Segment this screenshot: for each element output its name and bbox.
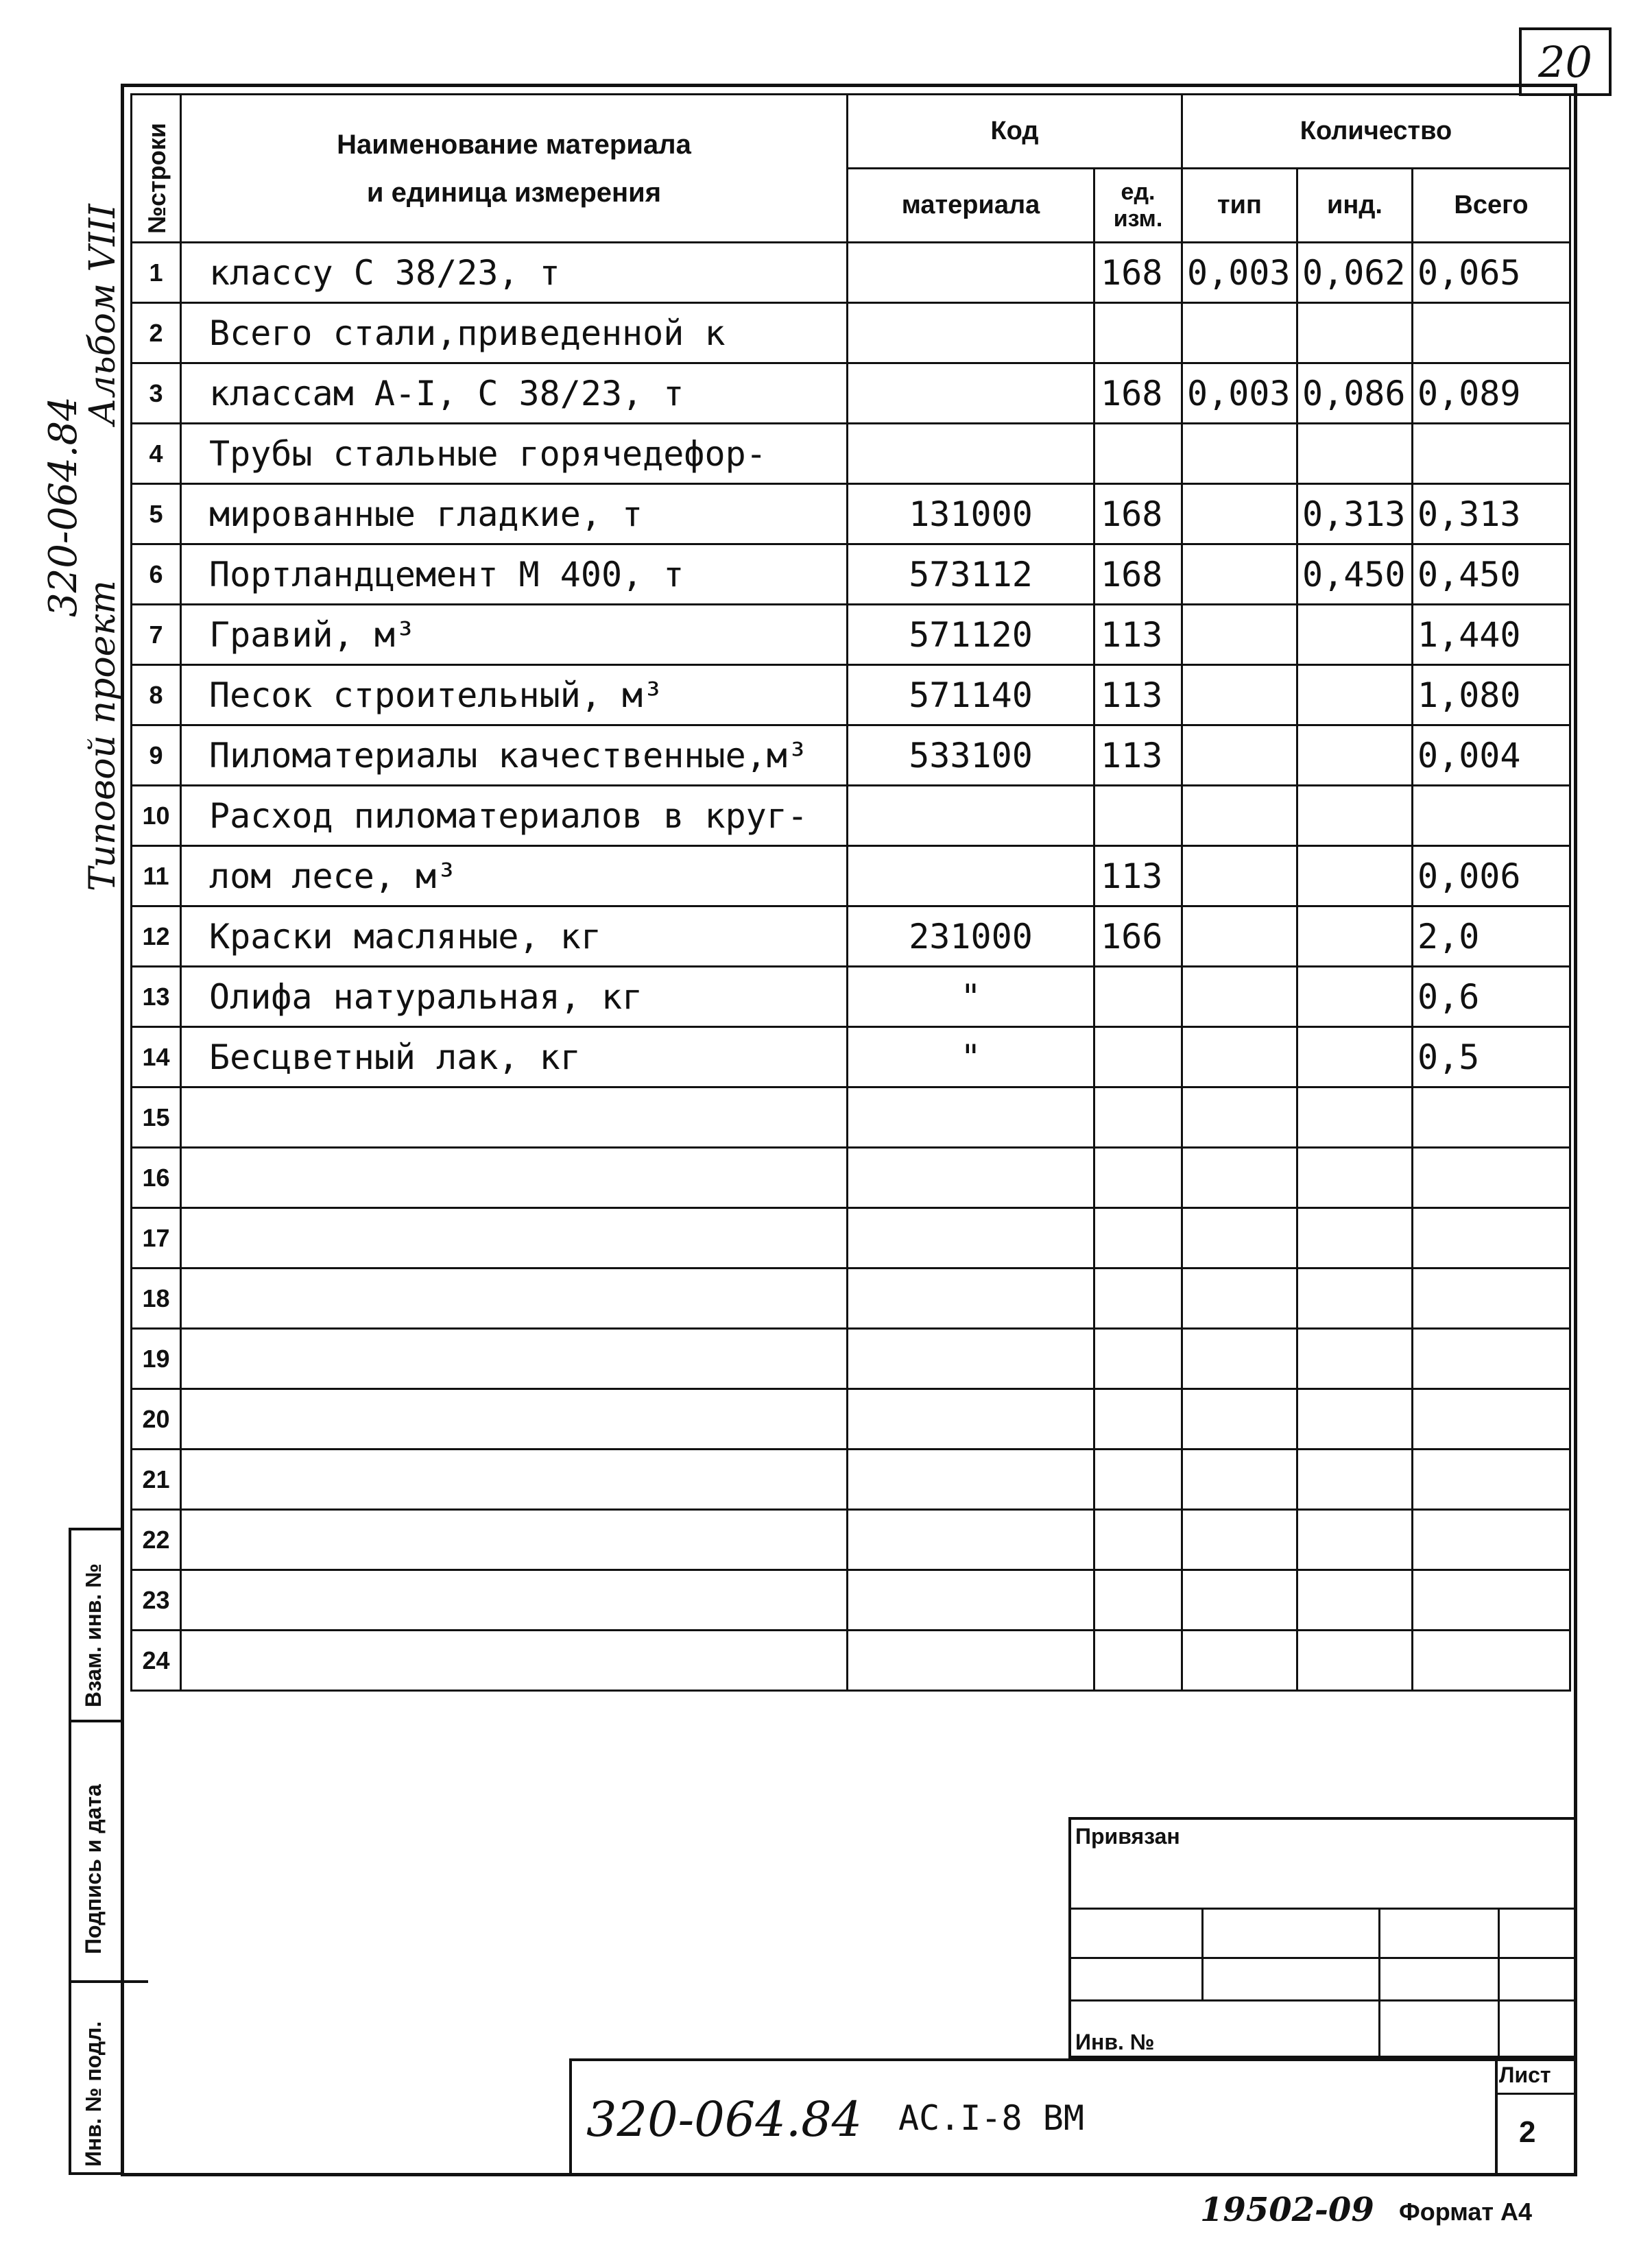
unit-code	[1094, 1510, 1182, 1570]
table-row	[132, 243, 1570, 303]
table-row	[132, 605, 1570, 665]
table-row	[132, 665, 1570, 725]
margin-divider-2	[69, 1980, 123, 1983]
inv-no-label: Инв. №	[1075, 2030, 1155, 2054]
quantity-type-header: тип	[1182, 169, 1297, 243]
qty-type	[1182, 1631, 1297, 1691]
qty-total	[1413, 1269, 1570, 1329]
quantity-ind-header: инд.	[1297, 169, 1413, 243]
table-row	[132, 1570, 1570, 1631]
table-row	[132, 786, 1570, 846]
qty-total: 1,440	[1413, 605, 1570, 665]
material-code	[848, 1148, 1094, 1208]
unit-code: 168	[1094, 243, 1182, 303]
qty-type	[1182, 484, 1297, 544]
unit-code	[1094, 1450, 1182, 1510]
qty-total: 0,6	[1413, 967, 1570, 1027]
row-number: 13	[132, 967, 181, 1027]
name-header-line1: Наименование материала	[337, 129, 691, 160]
row-number: 21	[132, 1450, 181, 1510]
qty-type	[1182, 1148, 1297, 1208]
material-code	[848, 846, 1094, 906]
row-number: 22	[132, 1510, 181, 1570]
table-row	[132, 1027, 1570, 1087]
unit-code	[1094, 1570, 1182, 1631]
material-name: Пиломатериалы качественные,м³	[181, 725, 848, 786]
qty-total: 0,313	[1413, 484, 1570, 544]
qty-ind	[1297, 906, 1413, 967]
row-number: 10	[132, 786, 181, 846]
unit-code	[1094, 1027, 1182, 1087]
unit-code	[1094, 786, 1182, 846]
row-number: 8	[132, 665, 181, 725]
qty-type: 0,003	[1182, 243, 1297, 303]
table-row	[132, 1631, 1570, 1691]
qty-ind	[1297, 1450, 1413, 1510]
material-code: "	[848, 967, 1094, 1027]
qty-ind: 0,450	[1297, 544, 1413, 605]
sheet-value: 2	[1519, 2115, 1536, 2149]
row-number: 2	[132, 303, 181, 363]
qty-total	[1413, 1087, 1570, 1148]
qty-total: 1,080	[1413, 665, 1570, 725]
qty-type	[1182, 1570, 1297, 1631]
material-code	[848, 1631, 1094, 1691]
qty-type	[1182, 1208, 1297, 1269]
unit-code: 113	[1094, 725, 1182, 786]
qty-ind	[1297, 303, 1413, 363]
material-name	[181, 1510, 848, 1570]
unit-code: 168	[1094, 363, 1182, 424]
project-code-label: 320-064.84	[41, 396, 86, 617]
qty-total	[1413, 1148, 1570, 1208]
material-code: 533100	[848, 725, 1094, 786]
qty-ind	[1297, 424, 1413, 484]
unit-code: 113	[1094, 846, 1182, 906]
row-number: 12	[132, 906, 181, 967]
qty-type	[1182, 1450, 1297, 1510]
margin-divider-1	[69, 1720, 123, 1722]
material-code	[848, 424, 1094, 484]
unit-code	[1094, 1148, 1182, 1208]
qty-ind	[1297, 1087, 1413, 1148]
material-name	[181, 1087, 848, 1148]
margin-tick	[121, 1980, 148, 1983]
qty-type	[1182, 1329, 1297, 1389]
table-row	[132, 303, 1570, 363]
qty-type	[1182, 665, 1297, 725]
qty-total: 0,065	[1413, 243, 1570, 303]
qty-total	[1413, 1208, 1570, 1269]
material-name: Всего стали,приведенной к	[181, 303, 848, 363]
qty-total	[1413, 1389, 1570, 1450]
project-type-label: Типовой проект	[82, 580, 123, 891]
row-number-header: №строки	[132, 95, 181, 243]
unit-code: 166	[1094, 906, 1182, 967]
unit-code	[1094, 1269, 1182, 1329]
original-inv-label: Инв. № подл.	[81, 2021, 106, 2167]
material-code: 231000	[848, 906, 1094, 967]
table-row	[132, 967, 1570, 1027]
material-code	[848, 1269, 1094, 1329]
stamp-line-1	[1068, 1908, 1577, 1910]
stamp-line-2	[1068, 1957, 1577, 1959]
stamp-vline-3	[1498, 1908, 1500, 2058]
table-row	[132, 725, 1570, 786]
qty-ind: 0,062	[1297, 243, 1413, 303]
format-label: Формат А4	[1399, 2198, 1533, 2226]
qty-type	[1182, 303, 1297, 363]
table-row	[132, 1510, 1570, 1570]
bound-label: Привязан	[1075, 1824, 1180, 1849]
unit-code: 168	[1094, 484, 1182, 544]
material-name: Портландцемент М 400, т	[181, 544, 848, 605]
material-name: Олифа натуральная, кг	[181, 967, 848, 1027]
qty-type	[1182, 1389, 1297, 1450]
stamp-vline-1	[1201, 1908, 1204, 1999]
table-row	[132, 1329, 1570, 1389]
table-row	[132, 1208, 1570, 1269]
code-unit-header: ед. изм.	[1094, 169, 1182, 243]
material-name: классу С 38/23, т	[181, 243, 848, 303]
table-row	[132, 906, 1570, 967]
stamp-line-3	[1068, 1999, 1577, 2001]
qty-total	[1413, 424, 1570, 484]
page-number: 20	[1538, 36, 1592, 87]
qty-ind	[1297, 605, 1413, 665]
sheet-cell-divider	[1495, 2093, 1577, 2095]
unit-code	[1094, 1631, 1182, 1691]
row-number: 24	[132, 1631, 181, 1691]
qty-total	[1413, 1631, 1570, 1691]
qty-type	[1182, 786, 1297, 846]
qty-type	[1182, 725, 1297, 786]
qty-total: 0,450	[1413, 544, 1570, 605]
doc-hand-code: 320-064.84	[586, 2091, 863, 2148]
material-code	[848, 1510, 1094, 1570]
qty-type	[1182, 1027, 1297, 1087]
row-number: 18	[132, 1269, 181, 1329]
qty-ind	[1297, 786, 1413, 846]
materials-table	[130, 93, 1571, 1692]
qty-ind	[1297, 1027, 1413, 1087]
table-row	[132, 1087, 1570, 1148]
table-row	[132, 1389, 1570, 1450]
qty-ind	[1297, 1269, 1413, 1329]
row-number: 14	[132, 1027, 181, 1087]
qty-total	[1413, 1450, 1570, 1510]
table-row	[132, 424, 1570, 484]
row-number: 1	[132, 243, 181, 303]
row-number: 3	[132, 363, 181, 424]
material-code	[848, 243, 1094, 303]
unit-code	[1094, 1329, 1182, 1389]
stamp-vline-2	[1378, 1908, 1380, 2058]
material-name: Песок строительный, м³	[181, 665, 848, 725]
material-code: 573112	[848, 544, 1094, 605]
qty-type	[1182, 1087, 1297, 1148]
qty-total: 2,0	[1413, 906, 1570, 967]
code-group-header: Код	[848, 95, 1182, 169]
material-code	[848, 1450, 1094, 1510]
unit-code	[1094, 967, 1182, 1027]
qty-type: 0,003	[1182, 363, 1297, 424]
unit-code	[1094, 1389, 1182, 1450]
material-code	[848, 786, 1094, 846]
table-row	[132, 846, 1570, 906]
unit-code	[1094, 424, 1182, 484]
qty-ind	[1297, 725, 1413, 786]
unit-code	[1094, 303, 1182, 363]
material-name	[181, 1269, 848, 1329]
row-number: 15	[132, 1087, 181, 1148]
qty-type	[1182, 424, 1297, 484]
material-code	[848, 303, 1094, 363]
row-number: 9	[132, 725, 181, 786]
row-number: 4	[132, 424, 181, 484]
row-number: 20	[132, 1389, 181, 1450]
row-number: 5	[132, 484, 181, 544]
unit-code	[1094, 1208, 1182, 1269]
material-name	[181, 1450, 848, 1510]
album-label: Альбом VIII	[82, 204, 123, 425]
material-name: лом лесе, м³	[181, 846, 848, 906]
order-number: 19502-09	[1200, 2191, 1374, 2229]
material-code: 131000	[848, 484, 1094, 544]
material-name	[181, 1208, 848, 1269]
title-stamp-divider	[1495, 2058, 1498, 2176]
material-name: Трубы стальные горячедефор-	[181, 424, 848, 484]
material-name: Гравий, м³	[181, 605, 848, 665]
material-name	[181, 1570, 848, 1631]
qty-type	[1182, 544, 1297, 605]
material-code	[848, 1087, 1094, 1148]
table-row	[132, 544, 1570, 605]
row-number: 19	[132, 1329, 181, 1389]
qty-total: 0,5	[1413, 1027, 1570, 1087]
material-name: классам А-I, С 38/23, т	[181, 363, 848, 424]
row-number: 7	[132, 605, 181, 665]
qty-total: 0,089	[1413, 363, 1570, 424]
material-code	[848, 1570, 1094, 1631]
qty-type	[1182, 1510, 1297, 1570]
signature-date-label: Подпись и дата	[81, 1784, 106, 1954]
qty-total	[1413, 786, 1570, 846]
qty-total	[1413, 1570, 1570, 1631]
table-row	[132, 484, 1570, 544]
qty-ind	[1297, 846, 1413, 906]
table-row	[132, 1148, 1570, 1208]
qty-ind	[1297, 1329, 1413, 1389]
qty-ind	[1297, 1389, 1413, 1450]
material-name	[181, 1631, 848, 1691]
qty-ind: 0,086	[1297, 363, 1413, 424]
qty-type	[1182, 1269, 1297, 1329]
material-code	[848, 1208, 1094, 1269]
qty-ind	[1297, 1631, 1413, 1691]
material-code: "	[848, 1027, 1094, 1087]
qty-ind	[1297, 1510, 1413, 1570]
row-number: 23	[132, 1570, 181, 1631]
material-code: 571120	[848, 605, 1094, 665]
unit-code: 113	[1094, 665, 1182, 725]
qty-total	[1413, 303, 1570, 363]
material-code: 571140	[848, 665, 1094, 725]
quantity-group-header: Количество	[1182, 95, 1570, 169]
unit-code: 113	[1094, 605, 1182, 665]
row-number: 11	[132, 846, 181, 906]
row-number: 6	[132, 544, 181, 605]
table-row	[132, 1269, 1570, 1329]
material-code	[848, 1329, 1094, 1389]
code-material-header: материала	[848, 169, 1094, 243]
binding-stamp	[1068, 1817, 1577, 2058]
qty-total: 0,004	[1413, 725, 1570, 786]
material-name	[181, 1329, 848, 1389]
doc-code: АС.I-8 ВМ	[898, 2098, 1084, 2138]
replace-inv-label: Взам. инв. №	[81, 1563, 106, 1707]
qty-ind: 0,313	[1297, 484, 1413, 544]
unit-code	[1094, 1087, 1182, 1148]
sheet-label: Лист	[1499, 2063, 1551, 2087]
material-name: Расход пиломатериалов в круг-	[181, 786, 848, 846]
qty-type	[1182, 967, 1297, 1027]
qty-total	[1413, 1329, 1570, 1389]
table-row	[132, 363, 1570, 424]
name-header	[181, 95, 848, 243]
qty-ind	[1297, 1570, 1413, 1631]
qty-total: 0,006	[1413, 846, 1570, 906]
material-name	[181, 1148, 848, 1208]
table-row	[132, 1450, 1570, 1510]
qty-ind	[1297, 1148, 1413, 1208]
row-number: 17	[132, 1208, 181, 1269]
material-name: мированные гладкие, т	[181, 484, 848, 544]
qty-ind	[1297, 1208, 1413, 1269]
qty-ind	[1297, 665, 1413, 725]
qty-type	[1182, 605, 1297, 665]
qty-type	[1182, 846, 1297, 906]
qty-total	[1413, 1510, 1570, 1570]
material-code	[848, 1389, 1094, 1450]
name-header-line2: и единица измерения	[366, 177, 662, 208]
material-name: Краски масляные, кг	[181, 906, 848, 967]
quantity-total-header: Всего	[1413, 169, 1570, 243]
qty-ind	[1297, 967, 1413, 1027]
unit-code: 168	[1094, 544, 1182, 605]
qty-type	[1182, 906, 1297, 967]
material-name	[181, 1389, 848, 1450]
row-number: 16	[132, 1148, 181, 1208]
material-code	[848, 363, 1094, 424]
material-name: Бесцветный лак, кг	[181, 1027, 848, 1087]
